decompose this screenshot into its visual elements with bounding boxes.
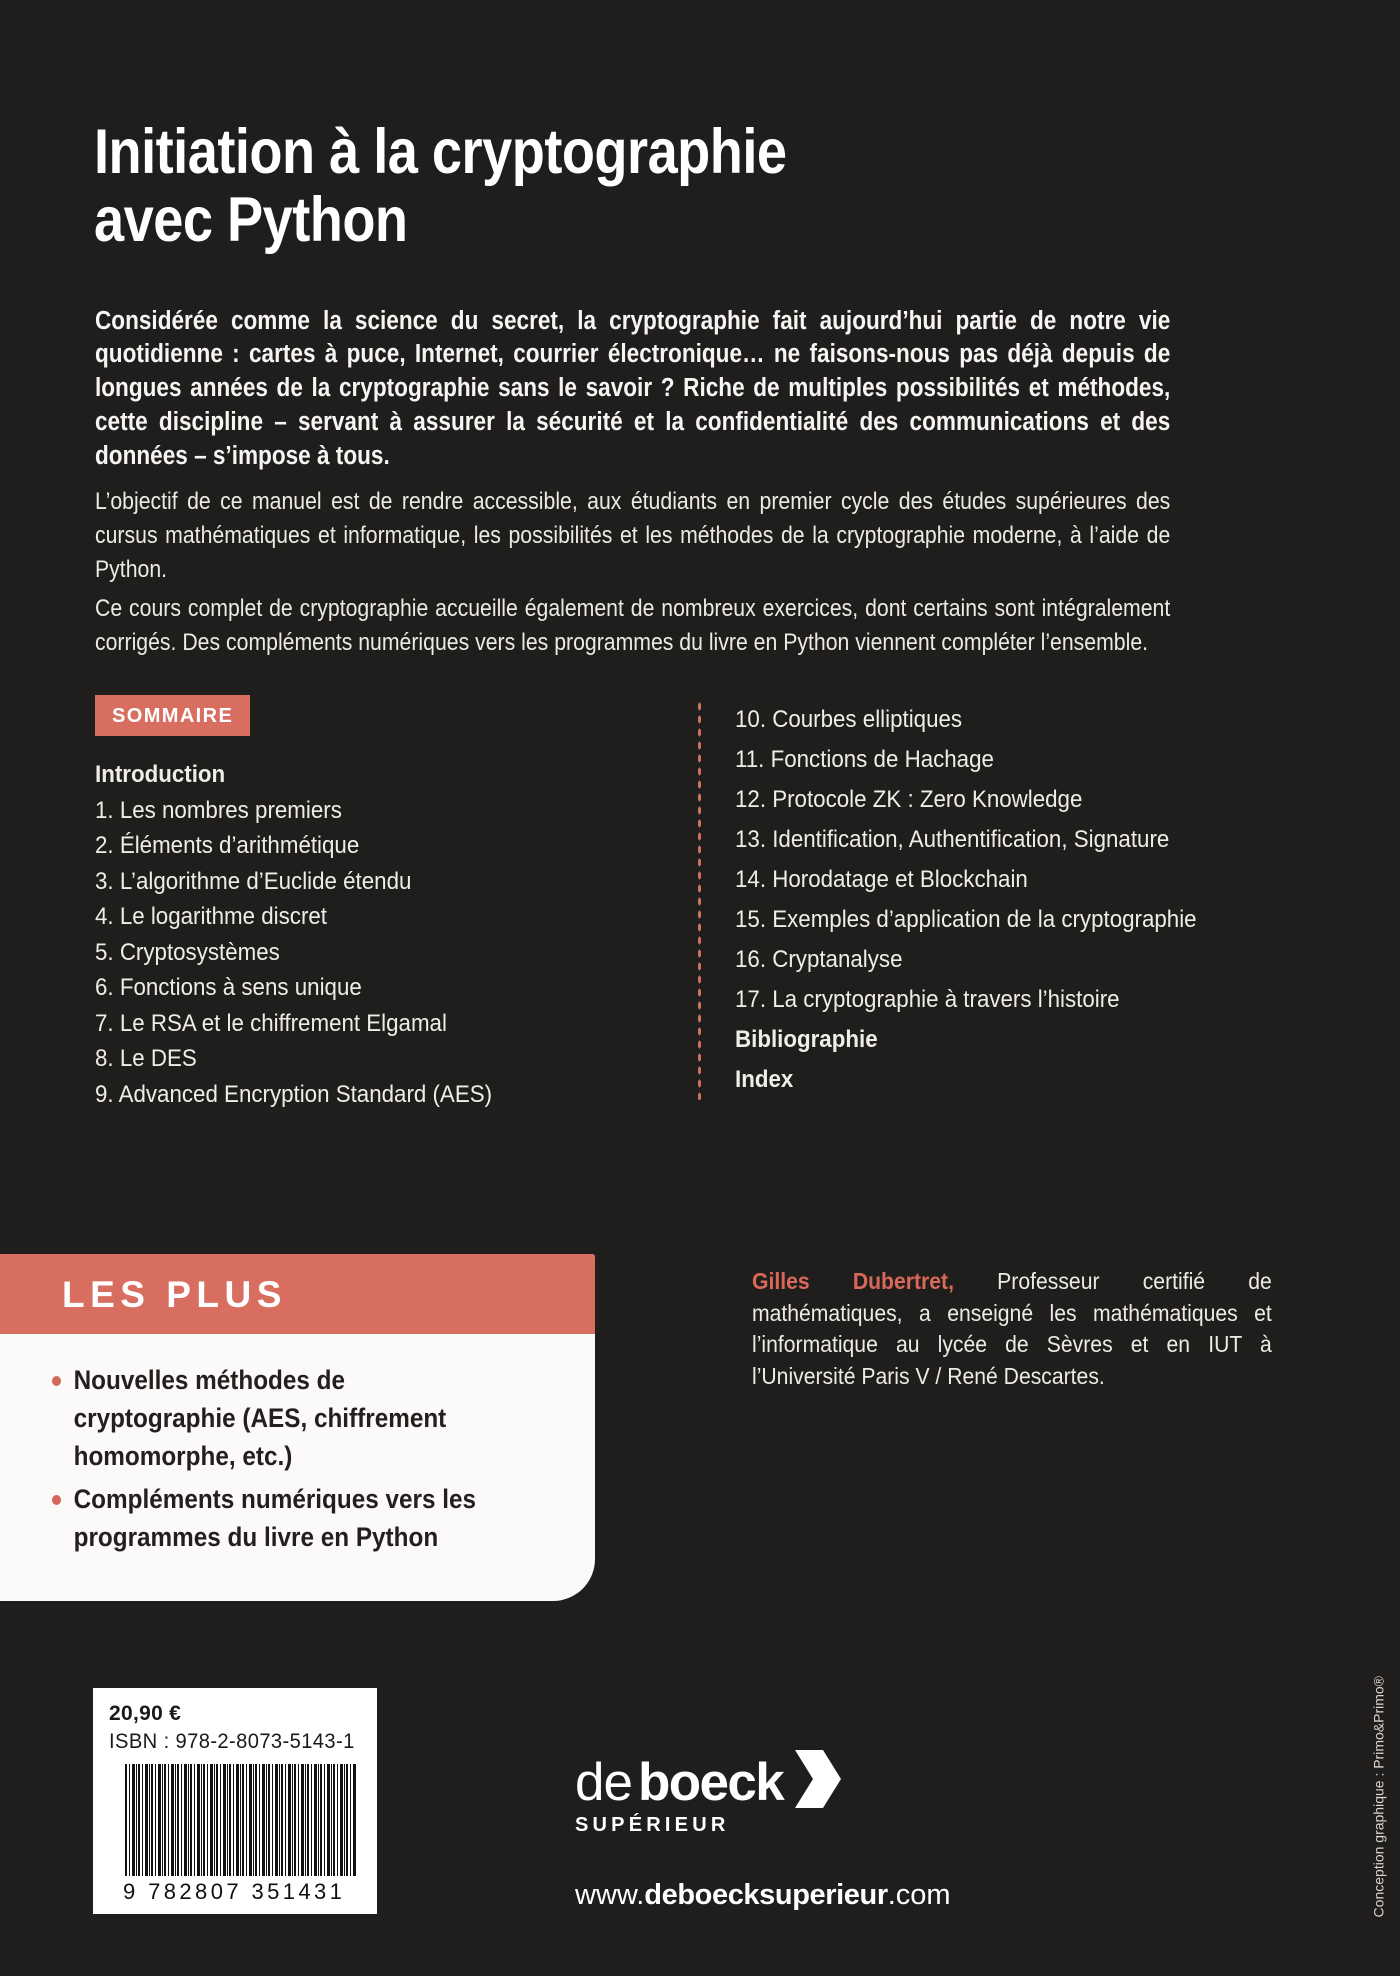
logo-de-text: de: [575, 1752, 632, 1812]
url-brand: deboecksuperieur: [644, 1879, 888, 1911]
toc-column-right: [735, 700, 1315, 1100]
logo-b-mark-icon: [795, 1750, 841, 1808]
toc-item: 17. La cryptographie à travers l’histoire: [735, 986, 1120, 1013]
toc-item: 16. Cryptanalyse: [735, 946, 903, 973]
barcode-block: [90, 1685, 380, 1917]
price-label: 20,90 €: [109, 1702, 182, 1725]
toc-item: 4. Le logarithme discret: [95, 903, 328, 930]
url-prefix: www.: [575, 1879, 645, 1911]
toc-item: 11. Fonctions de Hachage: [735, 746, 994, 773]
logo-subtitle: SUPÉRIEUR: [575, 1814, 730, 1836]
toc-item: Index: [735, 1066, 794, 1093]
toc-item: 3. L’algorithme d’Euclide étendu: [95, 867, 412, 895]
isbn-label: ISBN : 978-2-8073-5143-1: [109, 1730, 355, 1754]
barcode-bars: [125, 1764, 357, 1876]
list-item: Compléments numériques vers les programmes du livre en Python: [52, 1481, 505, 1557]
title-line-1: Initiation à la cryptographie: [94, 117, 787, 188]
barcode-digits: 9 782807 351431: [123, 1879, 346, 1905]
toc-item: 14. Horodatage et Blockchain: [735, 866, 1028, 893]
url-suffix: .com: [887, 1879, 951, 1911]
les-plus-body: [0, 1334, 595, 1601]
intro-paragraph: Considérée comme la science du secret, la cryptographie fait aujourd’hui partie de notre vie quotidienne : cartes à puce, Internet, courrier électronique… ne faisons-nous pas déjà depuis de longues années de la cryptographie sans le savoir ? Riche de multiples possibilités et méthodes, cette discipline – servant à assurer la sécurité et la confidentialité des communications et des données – s’impose à tous.: [95, 306, 1171, 471]
toc-item: Bibliographie: [735, 1026, 878, 1053]
toc-item: 9. Advanced Encryption Standard (AES): [95, 1080, 493, 1108]
toc-item: 12. Protocole ZK : Zero Knowledge: [735, 786, 1083, 813]
list-item: Nouvelles méthodes de cryptographie (AES, chiffrement homomorphe, etc.): [52, 1362, 505, 1475]
toc-item: 13. Identification, Authentification, Signature: [735, 826, 1170, 853]
toc-item: 1. Les nombres premiers: [95, 796, 342, 824]
toc-item: 5. Cryptosystèmes: [95, 938, 280, 966]
publisher-logo: [575, 1750, 865, 1837]
website-url: [575, 1879, 951, 1912]
title-line-2: avec Python: [94, 185, 408, 256]
les-plus-header: LES PLUS: [0, 1254, 595, 1334]
author-bio-text: Professeur certifié de mathématiques, a enseigné les mathématiques et l’informatique au lycée de Sèvres et en IUT à l’Université Paris V / René Descartes.: [752, 1268, 1272, 1390]
toc-item: Introduction: [95, 761, 226, 788]
toc-dotted-divider: [697, 700, 702, 1100]
author-bio: [752, 1266, 1272, 1393]
design-credit: Conception graphique : Primo&Primo®: [1370, 1676, 1386, 1918]
author-name: Gilles Dubertret,: [752, 1268, 954, 1294]
les-plus-panel: [0, 1254, 595, 1601]
toc-item: 6. Fonctions à sens unique: [95, 974, 362, 1001]
toc-item: 8. Le DES: [95, 1045, 197, 1072]
body-paragraph-1: L’objectif de ce manuel est de rendre accessible, aux étudiants en premier cycle des études supérieures des cursus mathématiques et informatique, les possibilités et les méthodes de la cryptographie moderne, à l’aide de Python.: [95, 488, 1171, 584]
sommaire-badge: SOMMAIRE: [95, 695, 250, 736]
toc-item: 7. Le RSA et le chiffrement Elgamal: [95, 1009, 447, 1037]
toc-column-left: [95, 757, 515, 1112]
body-paragraph-2: Ce cours complet de cryptographie accueille également de nombreux exercices, dont certains sont intégralement corrigés. Des compléments numériques vers les programmes du livre en Python viennent compléter l’ensemble.: [95, 595, 1171, 657]
toc-item: 2. Éléments d’arithmétique: [95, 832, 360, 859]
page-title: [94, 118, 954, 254]
logo-boeck-text: boeck: [637, 1752, 784, 1812]
toc-item: 10. Courbes elliptiques: [735, 706, 963, 733]
logo-wordmark: [575, 1750, 865, 1812]
toc-item: 15. Exemples d’application de la cryptographie: [735, 906, 1197, 933]
